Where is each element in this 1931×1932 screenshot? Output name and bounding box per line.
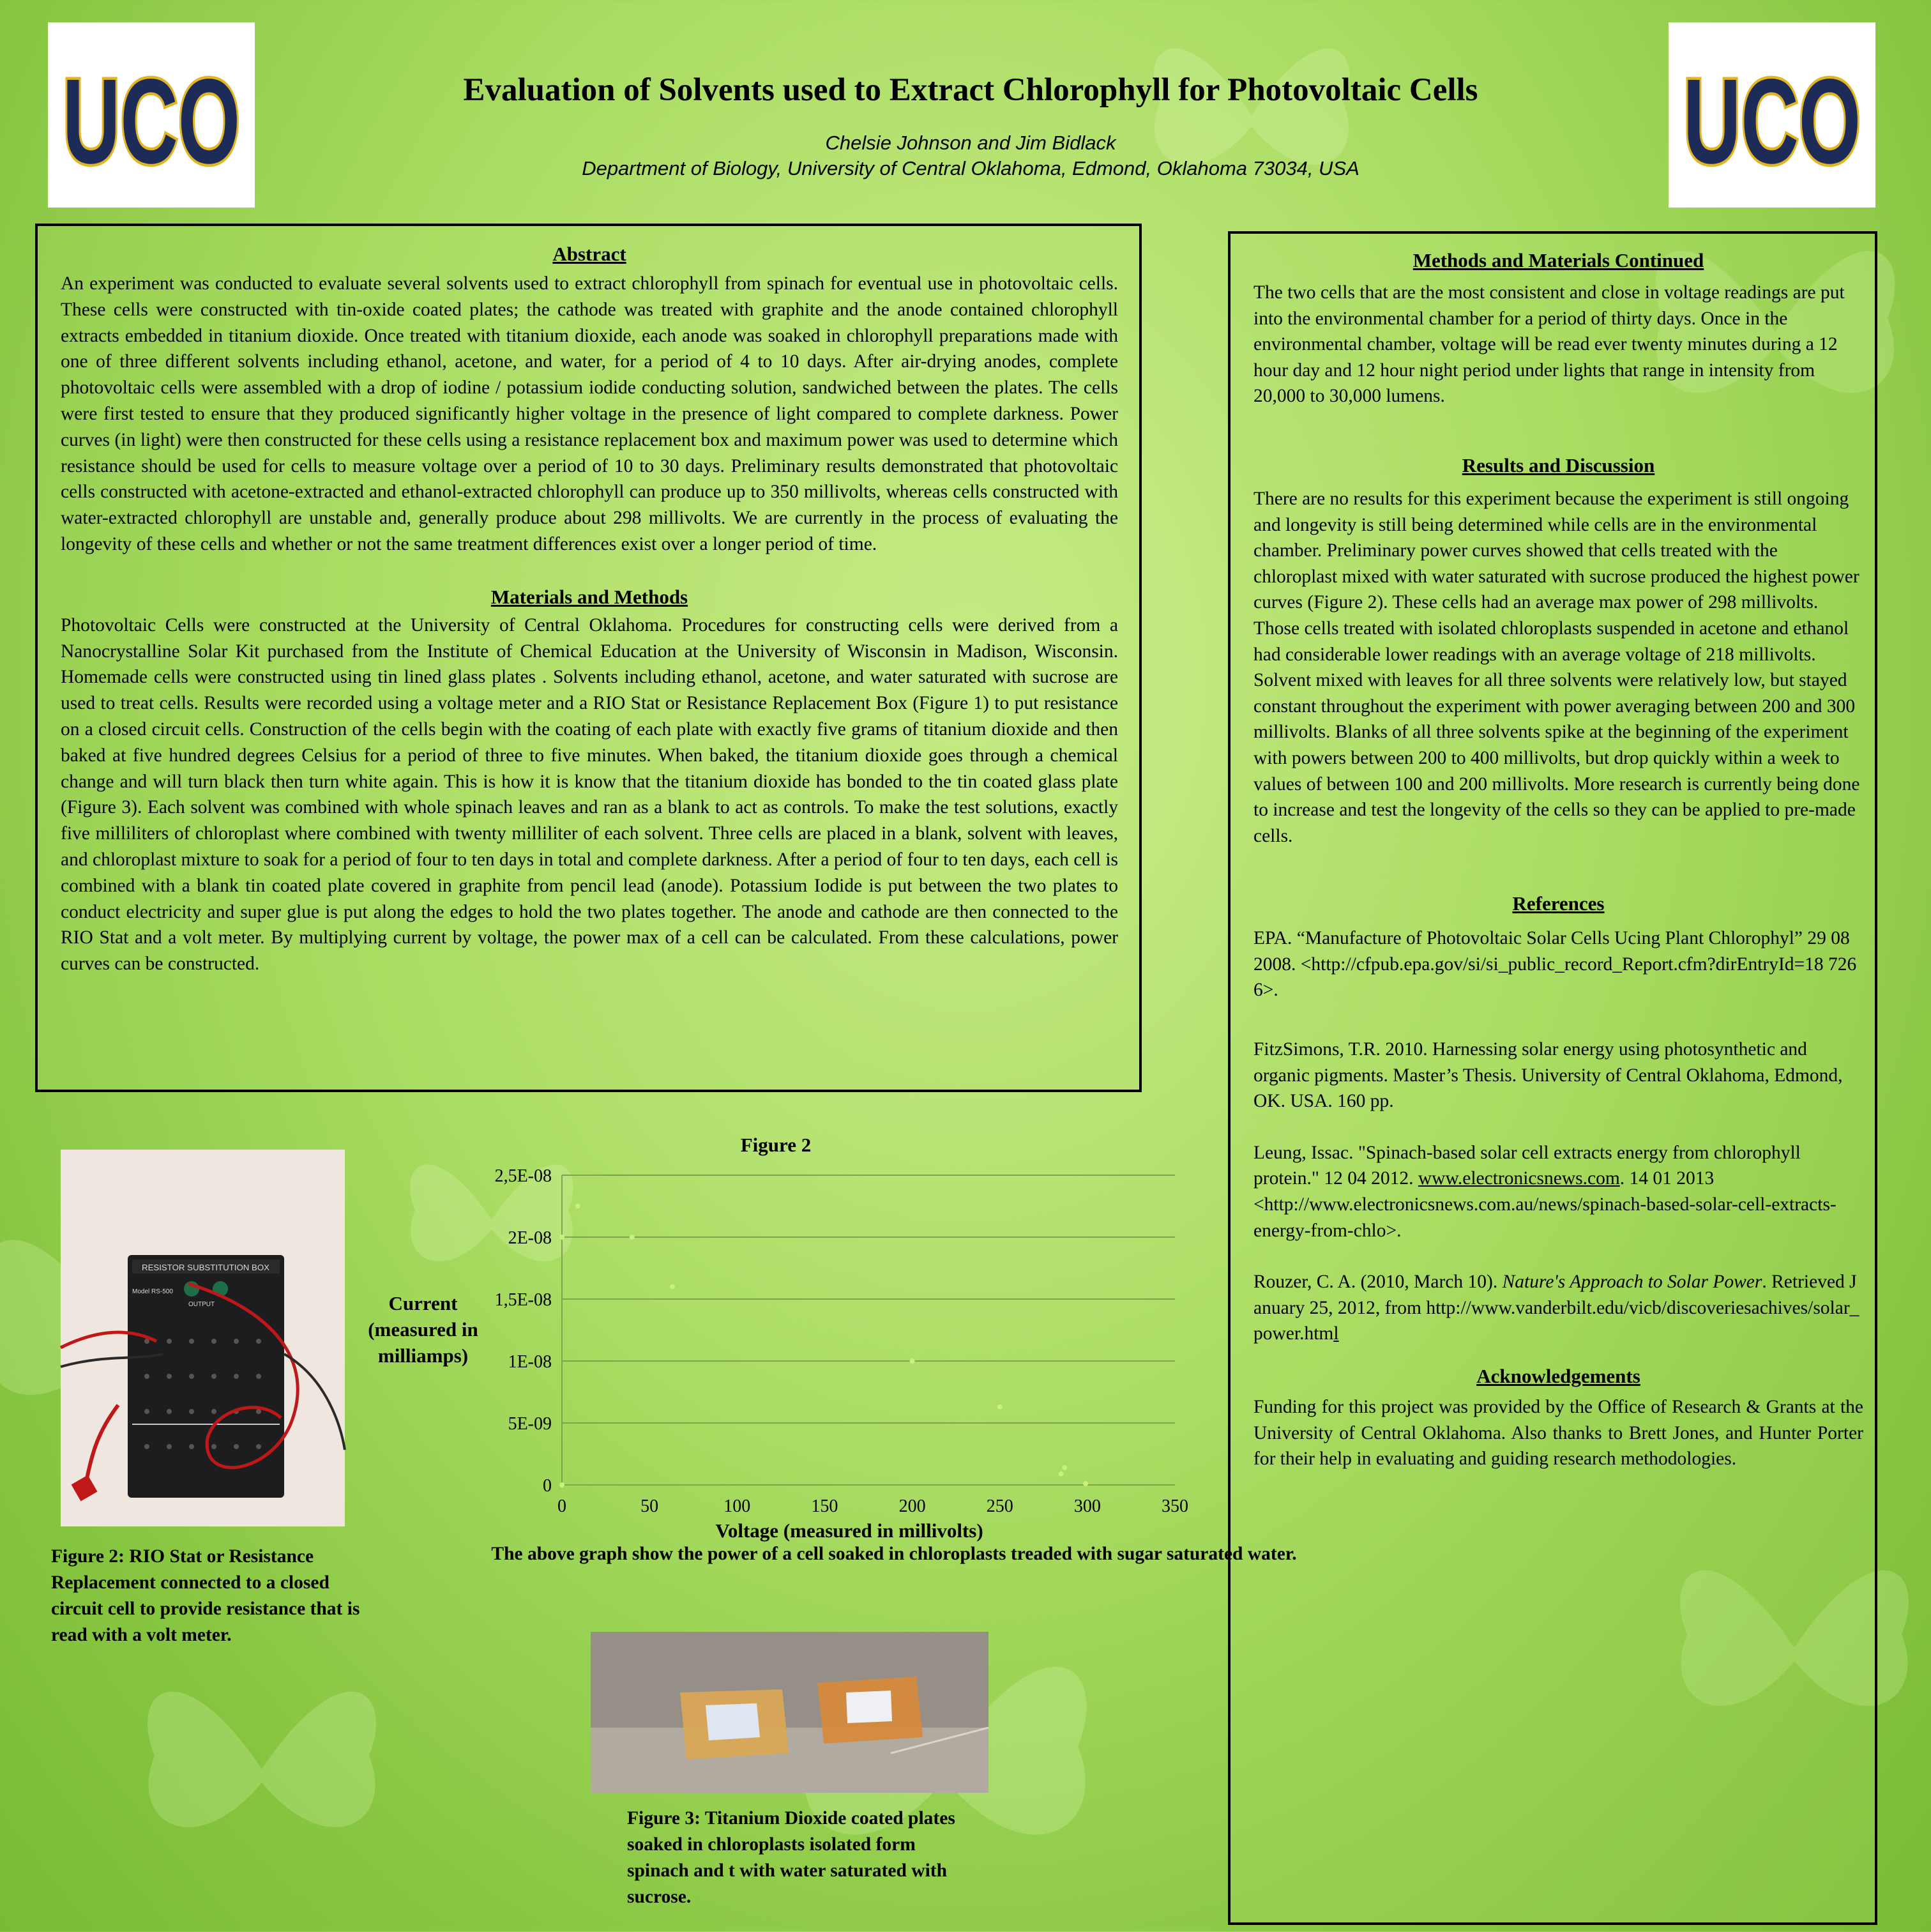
x-tick-label: 0 [557, 1496, 566, 1516]
results-heading: Results and Discussion [1462, 453, 1655, 476]
materials-text: Photovoltaic Cells were constructed at the University of Central Oklahoma. Procedures for constructing cells were derived from a Nanocrystalline Solar Kit purchased from the Institute of Chemical Education at the University of Wisconsin in Madison, Wisconsin. Homemade cells were constructed using tin lined glass plates . Solvents including ethanol, acetone, and water saturated with sucrose are used to treat cells. Results were recorded using a voltage meter and a RIO Stat or Resistance Replacement Box (Figure 1) to put resistance on a closed circuit cells. Construction of the cells begin with the coating of each plate with exactly five grams of titanium dioxide and then baked at five hundred degrees Celsius for a period of three to five minutes. When baked, the titanium dioxide goes through a chemical change and will turn black then turn white again. This is how it is know that the titanium dioxide has bonded to the tin coated glass plate (Figure 3). Each solvent was combined with whole spinach leaves and ran as a blank to act as controls. To make the test solutions, exactly five milliliters of chloroplast where combined with twenty milliliter of each solvent. Three cells are placed in a blank, solvent with leaves, and chloroplast mixture to soak for a period of four to ten days in total and complete darkness. After a period of four to ten days, each cell is combined with a blank tin coated plate covered in graphite from pencil lead (anode). Potassium Iodide is put between the two plates to conduct electricity and super glue is put along the edges to hold the two plates together. The anode and cathode are then connected to the RIO Stat and a volt meter. By multiplying current by voltage, the power max of a cell can be calculated. From these calculations, power curves can be constructed. [61, 614, 1118, 975]
x-tick-label: 100 [723, 1496, 751, 1516]
ylabel-line: milliamps) [377, 1344, 469, 1367]
x-tick-label: 50 [640, 1496, 659, 1516]
poster-title: Evaluation of Solvents used to Extract Chlorophyll for Photovoltaic Cells [463, 72, 1478, 108]
data-point [670, 1284, 675, 1289]
methods-continued-heading: Methods and Materials Continued [1412, 249, 1704, 271]
abstract-methods-panel [35, 224, 1142, 1092]
x-axis-label: Voltage (measured in millivolts) [715, 1519, 983, 1542]
model-label: Model RS-500 [132, 1288, 173, 1295]
logo-text: UCO [62, 54, 241, 189]
reference-link[interactable]: www.electronicsnews.com [1418, 1168, 1620, 1189]
data-point [575, 1204, 580, 1209]
reference-text: . Retrieved January 25, 2012, from http://www.vanderbilt.edu/vicb/discoveriesachives/solar_power.htm [1253, 1272, 1859, 1344]
data-point [1062, 1465, 1067, 1470]
reference-item [1253, 1269, 1863, 1347]
reference-item [1253, 1140, 1863, 1244]
reference-item: FitzSimons, T.R. 2010. Harnessing solar energy using photosynthetic and organic pigments. Master’s Thesis. University of Central Oklahoma, Edmond, OK. USA. 160 pp. [1253, 1039, 1843, 1112]
x-tick-label: 350 [1162, 1496, 1188, 1516]
acknowledgements-heading: Acknowledgements [1476, 1365, 1640, 1387]
references-heading: References [1512, 892, 1605, 915]
abstract-heading: Abstract [552, 243, 626, 265]
resistor-box-illustration [61, 1150, 345, 1526]
uco-logo-right [1669, 22, 1875, 208]
resistor-box-photo [61, 1150, 345, 1526]
chart-ylabel [354, 1290, 492, 1369]
x-tick-label: 250 [986, 1496, 1013, 1516]
y-tick-label: 2E-08 [508, 1228, 552, 1248]
materials-heading: Materials and Methods [490, 585, 688, 608]
data-point [910, 1358, 915, 1364]
data-point [1059, 1472, 1064, 1477]
affiliation: Department of Biology, University of Central Oklahoma, Edmond, Oklahoma 73034, USA [582, 157, 1359, 179]
right-column-panel [1228, 231, 1877, 1925]
scatter-chart [485, 1156, 1188, 1546]
logo-text: UCO [1683, 54, 1861, 189]
y-tick-label: 0 [543, 1476, 552, 1496]
box-label: RESISTOR SUBSTITUTION BOX [142, 1263, 270, 1272]
reference-link[interactable]: l [1333, 1323, 1339, 1344]
y-tick-label: 1E-08 [508, 1352, 552, 1372]
data-point [630, 1235, 635, 1240]
results-text: There are no results for this experiment because the experiment is still ongoing and longevity is still being determined while cells are in the environmental chamber. Preliminary power curves showed that cells treated with the chloroplast mixed with water saturated with sucrose produced the highest power curves (Figure 2). These cells had an average max power of 298 millivolts. Those cells treated with isolated chloroplasts suspended in acetone and ethanol had considerable lower readings with an average voltage of 218 millivolts. Solvent mixed with leaves for all three solvents were relatively low, but stayed constant throughout the experiment with power averaging between 200 and 300 millivolts. Blanks of all three solvents spike at the beginning of the experiment with powers between 200 to 400 millivolts, but drop quickly within a week to values of between 100 and 200 millivolts. More research is currently being done to increase and test the longevity of the cells so they can be applied to pre-made cells. [1253, 488, 1860, 846]
y-tick-label: 5E-09 [508, 1414, 552, 1434]
abstract-text: An experiment was conducted to evaluate several solvents used to extract chlorophyll from spinach for eventual use in photovoltaic cells. These cells were constructed with tin-oxide coated plates; the cathode was treated with graphite and the anode contained chlorophyll extracts embedded in titanium dioxide. Once treated with titanium dioxide, each anode was soaked in chlorophyll preparations made with one of three different solvents including ethanol, acetone, and water, for a period of 4 to 10 days. After air-drying anodes, complete photovoltaic cells were assembled with a drop of iodine / potassium iodide conducting solution, sandwiched between the plates. The cells were first tested to ensure that they produced significantly higher voltage in the presence of light compared to complete darkness. Power curves (in light) were then constructed for these cells using a resistance replacement box and maximum power was used to determine which resistance should be used for cells to measure voltage over a period of 10 to 30 days. Preliminary results demonstrated that photovoltaic cells constructed with acetone-extracted and ethanol-extracted chlorophyll can produce up to 350 millivolts, whereas cells constructed with water-extracted chlorophyll are unstable and, generally produce about 298 millivolts. We are currently in the process of evaluating the longevity of these cells and whether or not the same treatment differences exist over a longer period of time. [61, 273, 1118, 554]
ylabel-line: Current [388, 1292, 458, 1314]
chart-title: Figure 2 [740, 1134, 812, 1156]
data-point [997, 1404, 1003, 1410]
reference-title: Nature's Approach to Solar Power [1502, 1272, 1762, 1293]
uco-logo-left [48, 22, 255, 208]
data-point [1083, 1481, 1088, 1486]
ylabel-line: (measured in [368, 1318, 478, 1341]
x-tick-label: 300 [1073, 1496, 1101, 1516]
methods-continued-text: The two cells that are the most consistent and close in voltage readings are put into the environmental chamber for a period of thirty days. Once in the environmental chamber, voltage will be read ever twenty minutes during a 12 hour day and 12 hour night period under lights that range in intensity from 20,000 to 30,000 lumens. [1253, 282, 1845, 407]
reference-item: EPA. “Manufacture of Photovoltaic Solar Cells Ucing Plant Chlorophyl” 29 08 2008. <http://cfpub.epa.gov/si/si_public_record_Report.cfm?dirEntryId=18 7266>. [1253, 928, 1857, 1001]
authors: Chelsie Johnson and Jim Bidlack [825, 132, 1116, 154]
output-label: OUTPUT [188, 1301, 215, 1308]
y-tick-label: 2,5E-08 [494, 1166, 552, 1186]
plates-illustration [591, 1632, 988, 1793]
acknowledgements-text: Funding for this project was provided by the Office of Research & Grants at the University of Central Oklahoma. Also thanks to Brett Jones, and Hunter Porter for their help in evaluating and guiding research methodologies. [1253, 1397, 1863, 1470]
x-tick-label: 200 [898, 1496, 926, 1516]
figure3-caption: Figure 3: Titanium Dioxide coated plates soaked in chloroplasts isolated form spinach and t with water saturated with sucrose. [627, 1808, 955, 1907]
x-tick-label: 150 [811, 1496, 838, 1516]
y-tick-label: 1,5E-08 [494, 1290, 552, 1310]
reference-text: . 14 01 2013 <http://www.electronicsnews.com.au/news/spinach-based-solar-cell-extracts-energy-from-chlo>. [1253, 1168, 1836, 1241]
butterfly-decoration [1137, 0, 1367, 230]
chart-caption: The above graph show the power of a cell soaked in chloroplasts treaded with sugar saturated water. [491, 1544, 1297, 1564]
data-point [559, 1235, 564, 1240]
butterfly-decoration [128, 1622, 396, 1916]
reference-text: Leung, Issac. "Spinach-based solar cell extracts energy from chlorophyll protein." 12 04 2012. [1253, 1142, 1801, 1189]
data-point [559, 1482, 564, 1487]
reference-text: Rouzer, C. A. (2010, March 10). [1253, 1272, 1503, 1293]
figure1-caption: Figure 2: RIO Stat or Resistance Replacement connected to a closed circuit cell to provide resistance that is read with a volt meter. [51, 1546, 360, 1645]
titanium-plates-photo [591, 1632, 988, 1793]
